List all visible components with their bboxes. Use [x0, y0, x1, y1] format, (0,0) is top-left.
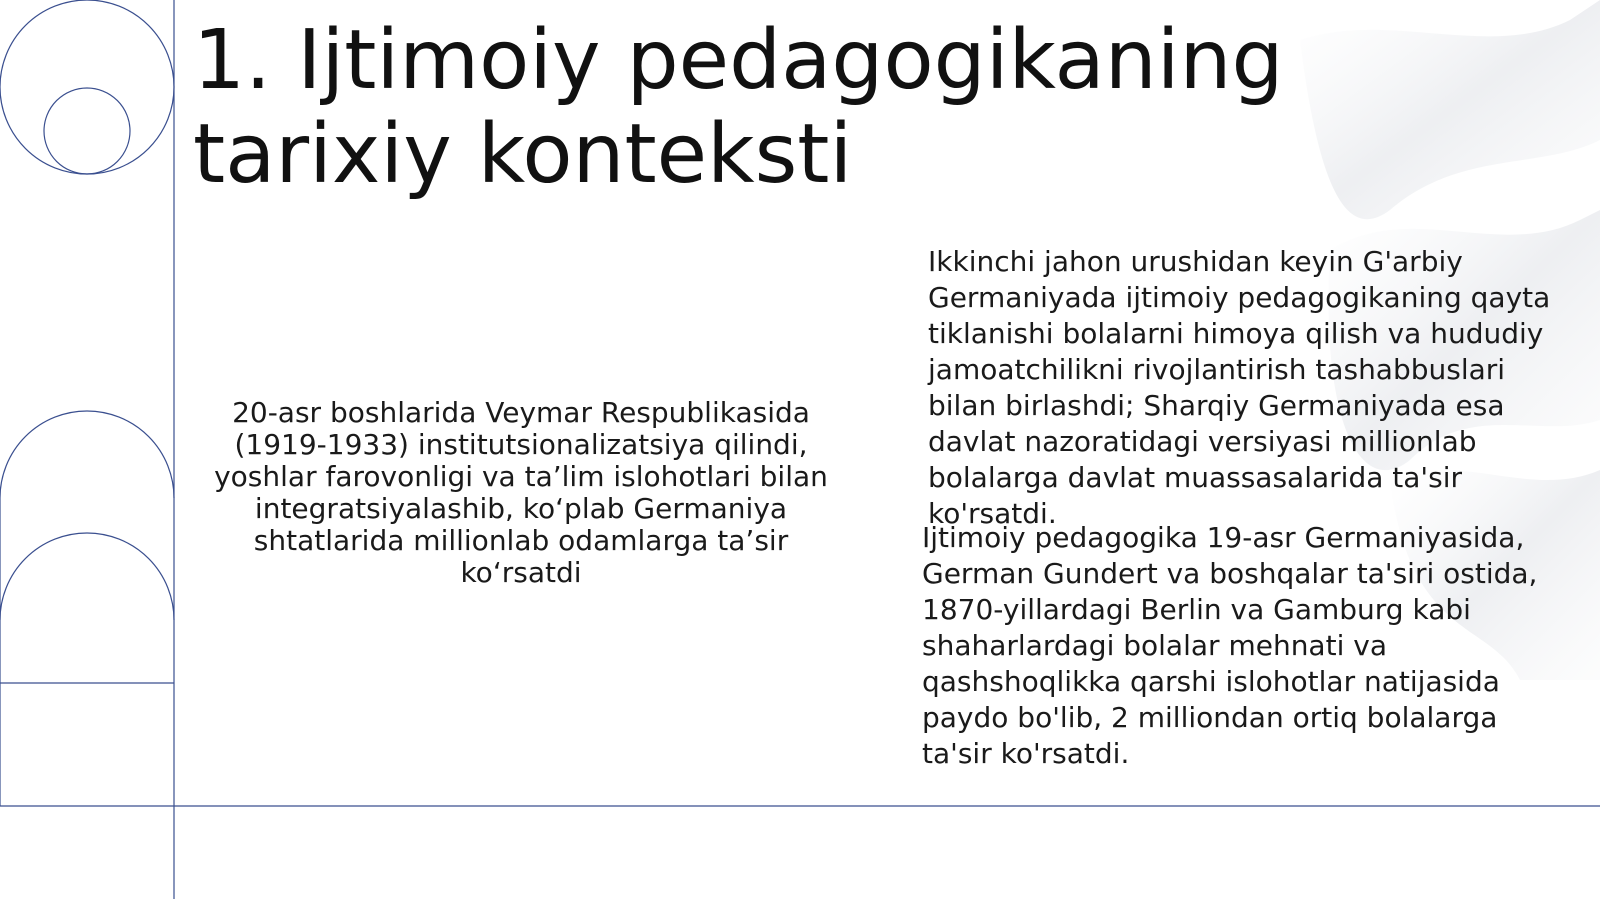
large-circle — [0, 0, 174, 174]
slide-title: 1. Ijtimoiy pedagogikaning tarixiy konteksti — [193, 13, 1284, 202]
small-circle — [44, 88, 130, 174]
left-paragraph: 20-asr boshlarida Veymar Respublikasida (1919-1933) institutsionalizatsiya qilindi, yoshlar farovonligi va ta’lim islohotlari bilan integratsiyalashib, ko‘plab Germaniya shtatlarida millionlab odamlarga ta’sir ko‘rsatdi — [214, 396, 828, 589]
right-paragraph-top: Ikkinchi jahon urushidan keyin G'arbiy Germaniyada ijtimoiy pedagogikaning qayta tiklanishi bolalarni himoya qilish va hududiy jamoatchilikni rivojlantirish tashabbuslari bilan birlashdi; Sharqiy Germaniyada esa davlat nazoratidagi versiyasi millionlab bolalarga davlat muassasalarida ta'sir ko'rsatdi. — [928, 245, 1551, 530]
upper-arch — [0, 411, 174, 498]
lower-arch — [0, 533, 174, 620]
right-paragraph-bottom: Ijtimoiy pedagogika 19-asr Germaniyasida, German Gundert va boshqalar ta'siri ostida, 1870-yillardagi Berlin va Gamburg kabi shaharlardagi bolalar mehnati va qashshoqlikka qarshi islohotlar natijasida paydo bo'lib, 2 milliondan ortiq bolalarga ta'sir ko'rsatdi. — [922, 521, 1538, 770]
